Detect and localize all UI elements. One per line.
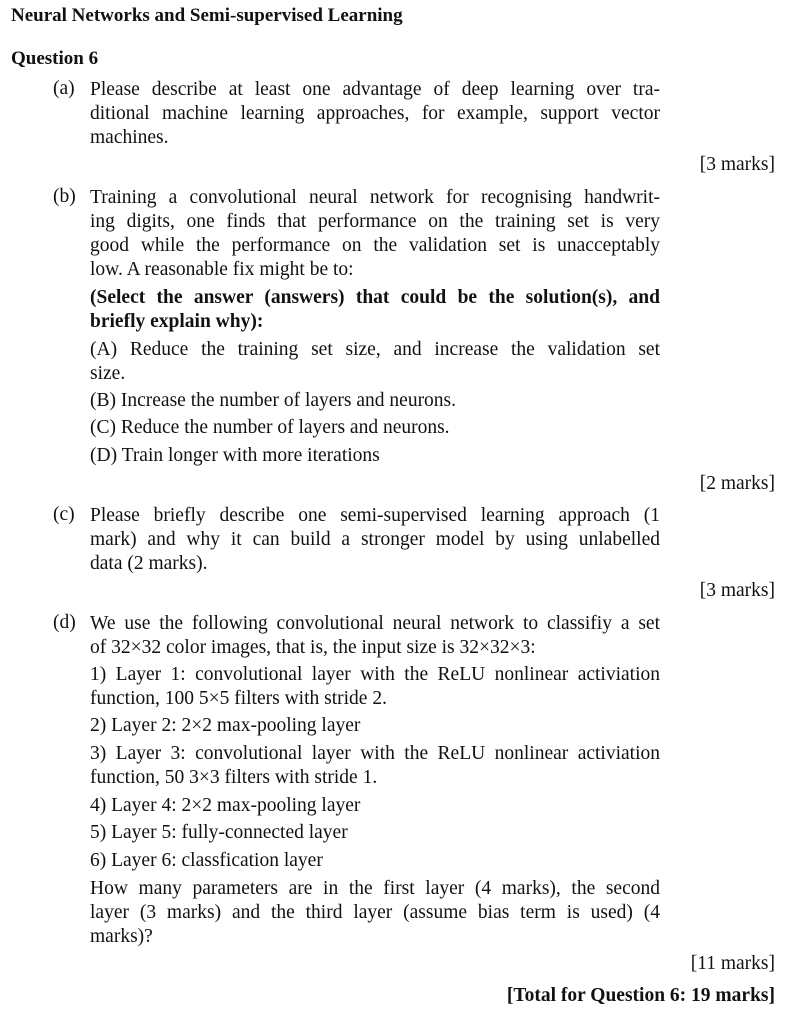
layer-1: 1) Layer 1: convolutional layer with the ReLU nonlinear activiation bbox=[90, 664, 660, 685]
layer-2: 2) Layer 2: 2×2 max-pooling layer bbox=[90, 715, 361, 736]
part-b-label: (b) bbox=[53, 186, 76, 207]
part-a-label: (a) bbox=[53, 78, 75, 99]
part-a-marks: [3 marks] bbox=[699, 154, 775, 175]
part-b-line: low. A reasonable fix might be to: bbox=[90, 259, 354, 280]
part-d-line: of 32×32 color images, that is, the input size is 32×32×3: bbox=[90, 637, 536, 658]
part-d-question: marks)? bbox=[90, 926, 153, 947]
part-a-line: Please describe at least one advantage of deep learning over tra- bbox=[90, 79, 660, 100]
part-d-line: We use the following convolutional neural network to classifiy a set bbox=[90, 613, 660, 634]
option-a-cont: size. bbox=[90, 363, 126, 384]
part-a-line: machines. bbox=[90, 127, 169, 148]
part-d-question: layer (3 marks) and the third layer (assume bias term is used) (4 bbox=[90, 902, 660, 923]
part-c-line: Please briefly describe one semi-supervised learning approach (1 bbox=[90, 505, 660, 526]
layer-5: 5) Layer 5: fully-connected layer bbox=[90, 822, 348, 843]
layer-3: 3) Layer 3: convolutional layer with the ReLU nonlinear activiation bbox=[90, 743, 660, 764]
part-c-line: mark) and why it can build a stronger model by using unlabelled bbox=[90, 529, 660, 550]
part-b-line: ing digits, one finds that performance on the training set is very bbox=[90, 211, 660, 232]
option-a: (A) Reduce the training set size, and increase the validation set bbox=[90, 339, 660, 360]
part-c-label: (c) bbox=[53, 504, 75, 525]
option-d: (D) Train longer with more iterations bbox=[90, 445, 380, 466]
part-d-label: (d) bbox=[53, 612, 76, 633]
question-title: Question 6 bbox=[11, 48, 99, 69]
part-d-question: How many parameters are in the first layer (4 marks), the second bbox=[90, 878, 660, 899]
section-title: Neural Networks and Semi-supervised Learning bbox=[11, 5, 403, 26]
part-c-line: data (2 marks). bbox=[90, 553, 208, 574]
part-a-line: ditional machine learning approaches, for example, support vector bbox=[90, 103, 660, 124]
layer-6: 6) Layer 6: classfication layer bbox=[90, 850, 323, 871]
option-b: (B) Increase the number of layers and neurons. bbox=[90, 390, 457, 411]
option-c: (C) Reduce the number of layers and neurons. bbox=[90, 417, 450, 438]
part-c-marks: [3 marks] bbox=[699, 580, 775, 601]
part-b-instruction: (Select the answer (answers) that could be the solution(s), and bbox=[90, 287, 660, 308]
part-b-line: Training a convolutional neural network for recognising handwrit- bbox=[90, 187, 660, 208]
question-total-marks: [Total for Question 6: 19 marks] bbox=[506, 985, 775, 1006]
part-b-marks: [2 marks] bbox=[699, 473, 775, 494]
part-b-instruction: briefly explain why): bbox=[90, 311, 264, 332]
part-b-line: good while the performance on the validation set is unacceptably bbox=[90, 235, 660, 256]
layer-3-cont: function, 50 3×3 filters with stride 1. bbox=[90, 767, 378, 788]
layer-1-cont: function, 100 5×5 filters with stride 2. bbox=[90, 688, 387, 709]
layer-4: 4) Layer 4: 2×2 max-pooling layer bbox=[90, 795, 361, 816]
part-d-marks: [11 marks] bbox=[690, 953, 775, 974]
